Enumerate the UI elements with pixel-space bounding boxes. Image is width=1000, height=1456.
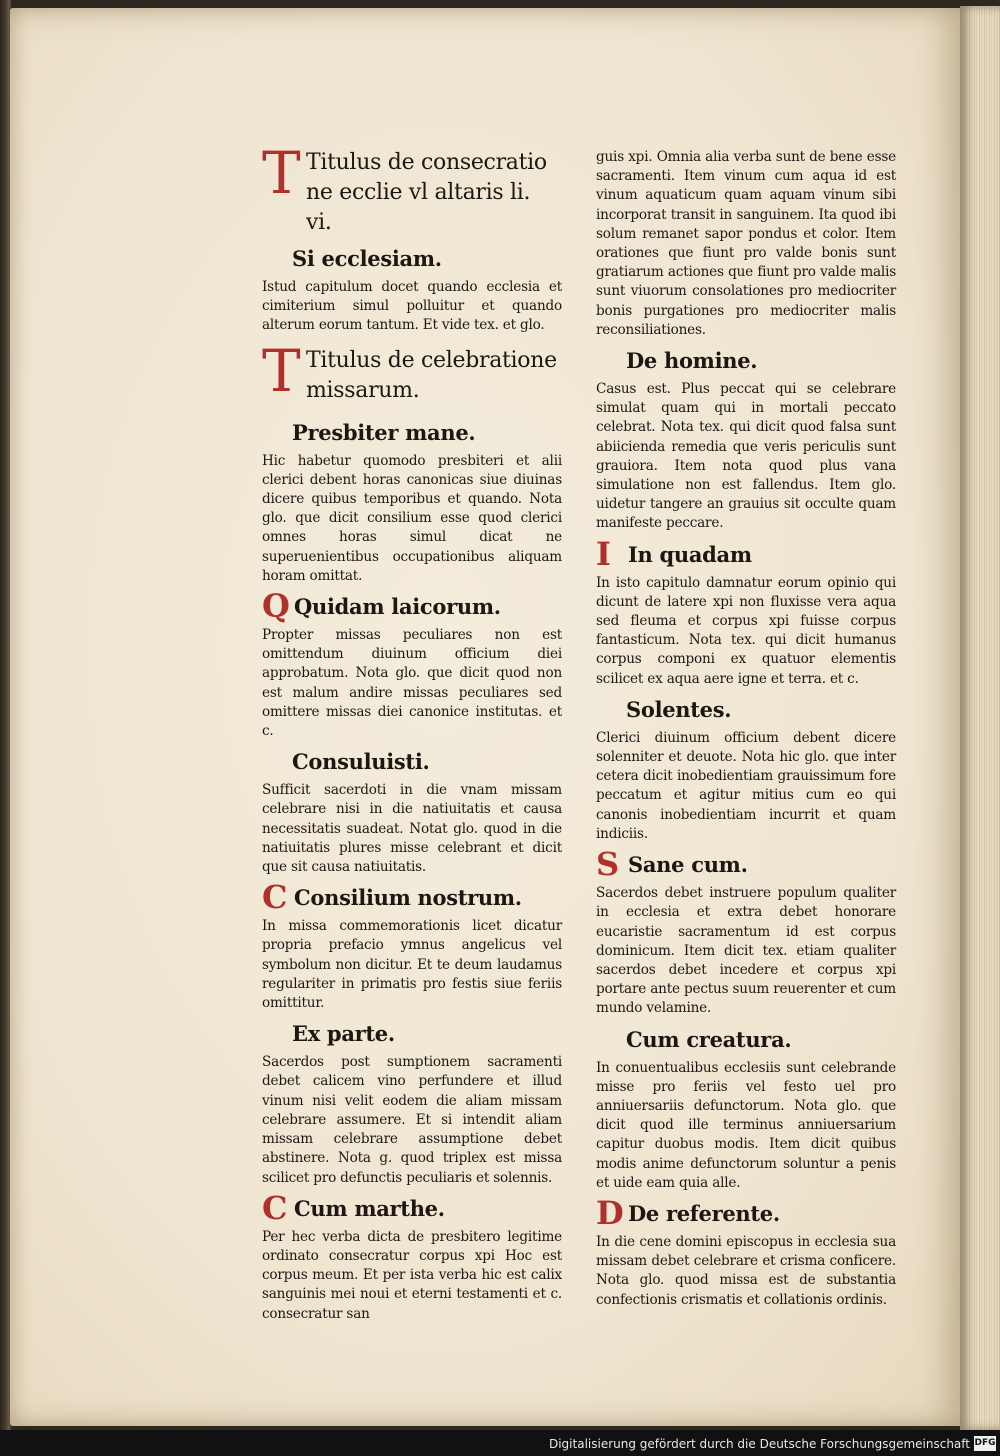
text-solentes: Clerici diuinum officium debent dicere solenniter et deuote. Nota hic glo. que inter cetera dicit inobedientiam grauissimum fore peccatum et agitur mitius cum eo qui canonis inobedientiam incurrit et quam indiciis. bbox=[596, 729, 896, 842]
heading-consuluisti: Consuluisti. bbox=[292, 749, 430, 775]
text-continuation: guis xpi. Omnia alia verba sunt de bene esse sacramenti. Item vinum cum aqua id est vinum aquaticum quam aquam vinum sibi incorporat transit in sanguinem. Ita quod ibi solum remanet sapor pondus et color. Item orationes que fiunt pro valde bonis sunt gratiarum actiones que fiunt pro valde malis sunt viuorum consolationes pro mediocriter bonis purgationes pro mediocriter malis reconsiliationes. bbox=[596, 149, 896, 338]
initial-c: C bbox=[262, 878, 288, 917]
text-de-referente: In die cene domini episcopus in ecclesia sua missam debet celebrare et crisma conficere. Nota glo. quod missa est de substantia confectionis crismatis et collationis ordinis. bbox=[596, 1233, 896, 1308]
right-column bbox=[596, 148, 896, 1314]
text-cum-marthe: Per hec verba dicta de presbitero legitime ordinato consecratur corpus xpi Hoc est corpus meum. Et per ista verba hic est calix sanguinis mei noui et eterni testamenti et c. consecratur san bbox=[262, 1228, 562, 1322]
heading-ex-parte: Ex parte. bbox=[292, 1021, 395, 1047]
text-si-ecclesiam: Istud capitulum docet quando ecclesia et cimiterium simul polluitur et quando alterum eorum tantum. Et vide tex. et glo. bbox=[262, 279, 562, 334]
initial-i: I bbox=[596, 534, 611, 573]
heading-de-homine: De homine. bbox=[626, 348, 758, 374]
heading-sane-cum-text: Sane cum. bbox=[628, 852, 748, 878]
heading-consilium-nostrum bbox=[262, 878, 562, 917]
text-de-homine: Casus est. Plus peccat qui se celebrare simulat quam qui in mortali peccato celebrat. Nota tex. qui dicit quod falsa sunt abiicienda remedia que veris periculis sunt grauiora. Item nota quod plus vana simulatione non est fallendus. Item glo. uidetur tangere an grauius sit occulte quam manifeste peccare. bbox=[596, 381, 896, 532]
footer-credit: Digitalisierung gefördert durch die Deutsche Forschungsgemeinschaft bbox=[548, 1437, 970, 1451]
heading-in-quadam-text: In quadam bbox=[628, 541, 752, 567]
heading-presbiter-mane: Presbiter mane. bbox=[292, 419, 476, 445]
heading-cum-marthe bbox=[262, 1188, 562, 1227]
initial-t2: T bbox=[262, 336, 301, 405]
heading-in-quadam bbox=[596, 534, 896, 573]
left-column bbox=[262, 139, 562, 1328]
heading-quidam-laicorum-text: Quidam laicorum. bbox=[294, 594, 501, 620]
initial-t: T bbox=[262, 139, 301, 207]
page-fore-edge bbox=[960, 6, 1000, 1430]
heading-solentes: Solentes. bbox=[626, 696, 732, 722]
heading-consilium-nostrum-text: Consilium nostrum. bbox=[294, 885, 522, 911]
heading-cum-marthe-text: Cum marthe. bbox=[294, 1195, 445, 1221]
title-consecratione-text: Titulus de consecratio ne ecclie vl altaris li. vi. bbox=[306, 150, 547, 235]
text-in-quadam: In isto capitulo damnatur eorum opinio qui dicunt de latere xpi non fluxisse vera aqua sed fleuma et corpus xpi fuisse corpus fantasticum. Nota tex. qui dicit humanus corpus componi ex quatuor elementis scilicet ex aqua aere igne et terra. et c. bbox=[596, 574, 896, 687]
text-ex-parte: Sacerdos post sumptionem sacramenti debet calicem vino perfundere et illud vinum nisi velit eodem die aliam missam celebrare assumere. Et si intendit aliam missam celebrare assumptione debet abstinere. Nota g. quod triplex est missa scilicet pro defunctis peculiaris et solennis. bbox=[262, 1054, 562, 1186]
initial-s: S bbox=[596, 845, 619, 884]
title-celebratione bbox=[262, 336, 562, 406]
title-celebratione-text: Titulus de celebratione missarum. bbox=[306, 347, 557, 403]
initial-q: Q bbox=[262, 587, 290, 626]
title-consecratione bbox=[262, 139, 562, 238]
heading-cum-creatura: Cum creatura. bbox=[626, 1026, 792, 1052]
dfg-logo: DFG bbox=[974, 1436, 996, 1451]
text-consuluisti: Sufficit sacerdoti in die vnam missam celebrare nisi in die natiuitatis et causa necessitatis suadeat. Notat glo. quod in die natiuitatis plures misse celebrant et dicit que sit causa natiuitatis. bbox=[262, 782, 562, 876]
initial-d: D bbox=[596, 1193, 624, 1232]
initial-c2: C bbox=[262, 1188, 288, 1227]
heading-de-referente-text: De referente. bbox=[628, 1200, 780, 1226]
text-presbiter-mane: Hic habetur quomodo presbiteri et alii clerici debent horas canonicas siue diuinas dicere quibus temporibus et quando. Nota glo. que dicit consilium esse quod clerici omnes horas simul dicat ne superuenientibus occupationibus aliquam horam omittat. bbox=[262, 452, 562, 584]
text-sane-cum: Sacerdos debet instruere populum qualiter in ecclesia et extra debet honorare eucaristie sacramentum id est corpus dominicum. Item dicit tex. etiam qualiter sacerdos debet incedere et corpus xpi portare ante pectus suum reuerenter et cum mundo velamine. bbox=[596, 885, 896, 1017]
heading-si-ecclesiam: Si ecclesiam. bbox=[292, 246, 442, 271]
text-consilium-nostrum: In missa commemorationis licet dicatur propria prefacio ymnus angelicus vel symbolum non dicitur. Et te deum laudamus regulariter in primatis pro festis siue feriis omittitur. bbox=[262, 918, 562, 1012]
text-cum-creatura: In conuentualibus ecclesiis sunt celebrande misse pro feriis vel festo uel pro anniuersariis defunctorum. Nota glo. que dicit quod ille terminus anniuersarium capitur duobus modis. Item dicit quibus modis anime defunctorum soluntur a penis et uide eam quia alle. bbox=[596, 1059, 896, 1191]
heading-sane-cum bbox=[596, 845, 896, 884]
text-quidam-laicorum: Propter missas peculiares non est omittendum diuinum officium diei approbatum. Nota glo. que dicit quod non est malum andire missas peculiares sed omittere missas diei canonice institutas. et c. bbox=[262, 627, 562, 740]
heading-de-referente bbox=[596, 1193, 896, 1232]
heading-quidam-laicorum bbox=[262, 587, 562, 626]
